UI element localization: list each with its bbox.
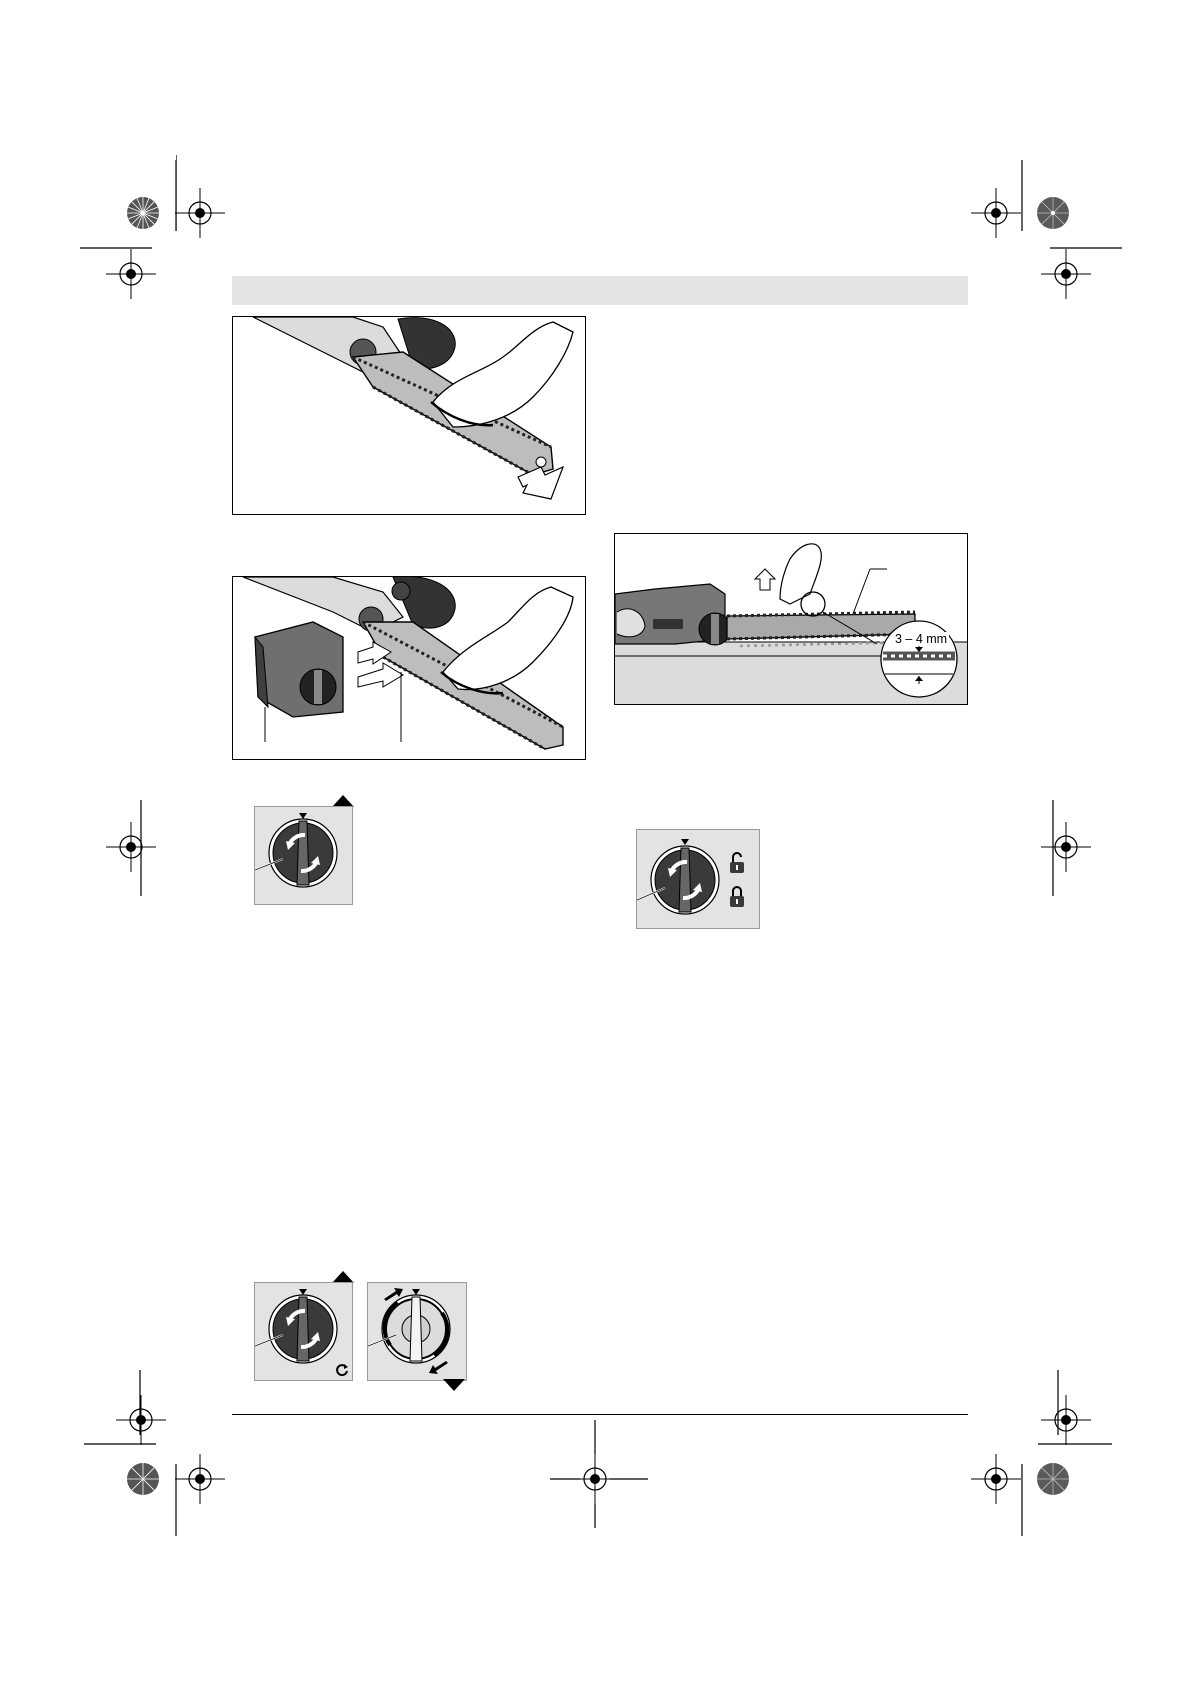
crop-mark-icon — [140, 800, 144, 900]
knob-panel-rotate — [254, 1282, 353, 1381]
knob-icon — [637, 830, 759, 928]
footer-rule — [232, 1414, 968, 1415]
knob-panel-lock — [636, 829, 760, 929]
figure-cover-attach — [232, 576, 586, 760]
registration-target-icon — [1041, 822, 1091, 872]
figure-bar-removal — [232, 316, 586, 515]
dimension-label: 3 – 4 mm — [895, 632, 948, 646]
color-wheel-icon — [1036, 196, 1070, 230]
chainsaw-cover-illustration — [233, 577, 585, 759]
registration-target-icon — [175, 1454, 225, 1504]
color-wheel-icon — [126, 1462, 160, 1496]
registration-target-icon — [971, 188, 1021, 238]
registration-target-icon — [971, 1454, 1021, 1504]
corner-triangle-icon — [443, 1379, 465, 1391]
crop-mark-icon — [1052, 800, 1056, 900]
arrow-icon — [382, 1287, 404, 1301]
unlock-icon — [729, 852, 745, 874]
chainsaw-bar-illustration — [233, 317, 585, 514]
registration-target-icon — [106, 822, 156, 872]
arrow-icon — [428, 1361, 450, 1375]
crop-mark-icon — [950, 155, 1130, 325]
color-wheel-icon — [1036, 1462, 1070, 1496]
knob-icon — [255, 807, 352, 904]
registration-target-icon — [116, 1395, 166, 1445]
registration-target-icon — [1041, 249, 1091, 299]
rotate-icon — [335, 1363, 349, 1377]
registration-target-icon — [106, 249, 156, 299]
lock-icon — [729, 886, 745, 908]
crop-mark-icon — [550, 1420, 650, 1530]
registration-target-icon — [1041, 1395, 1091, 1445]
chain-tension-illustration — [615, 534, 967, 704]
figure-chain-tension — [614, 533, 968, 705]
crop-mark-icon — [176, 155, 256, 245]
crop-mark-icon — [80, 1370, 260, 1540]
header-bar — [232, 276, 968, 305]
knob-panel-unlock — [254, 806, 353, 905]
knob-panel-turned — [367, 1282, 467, 1381]
color-wheel-icon — [126, 196, 160, 230]
